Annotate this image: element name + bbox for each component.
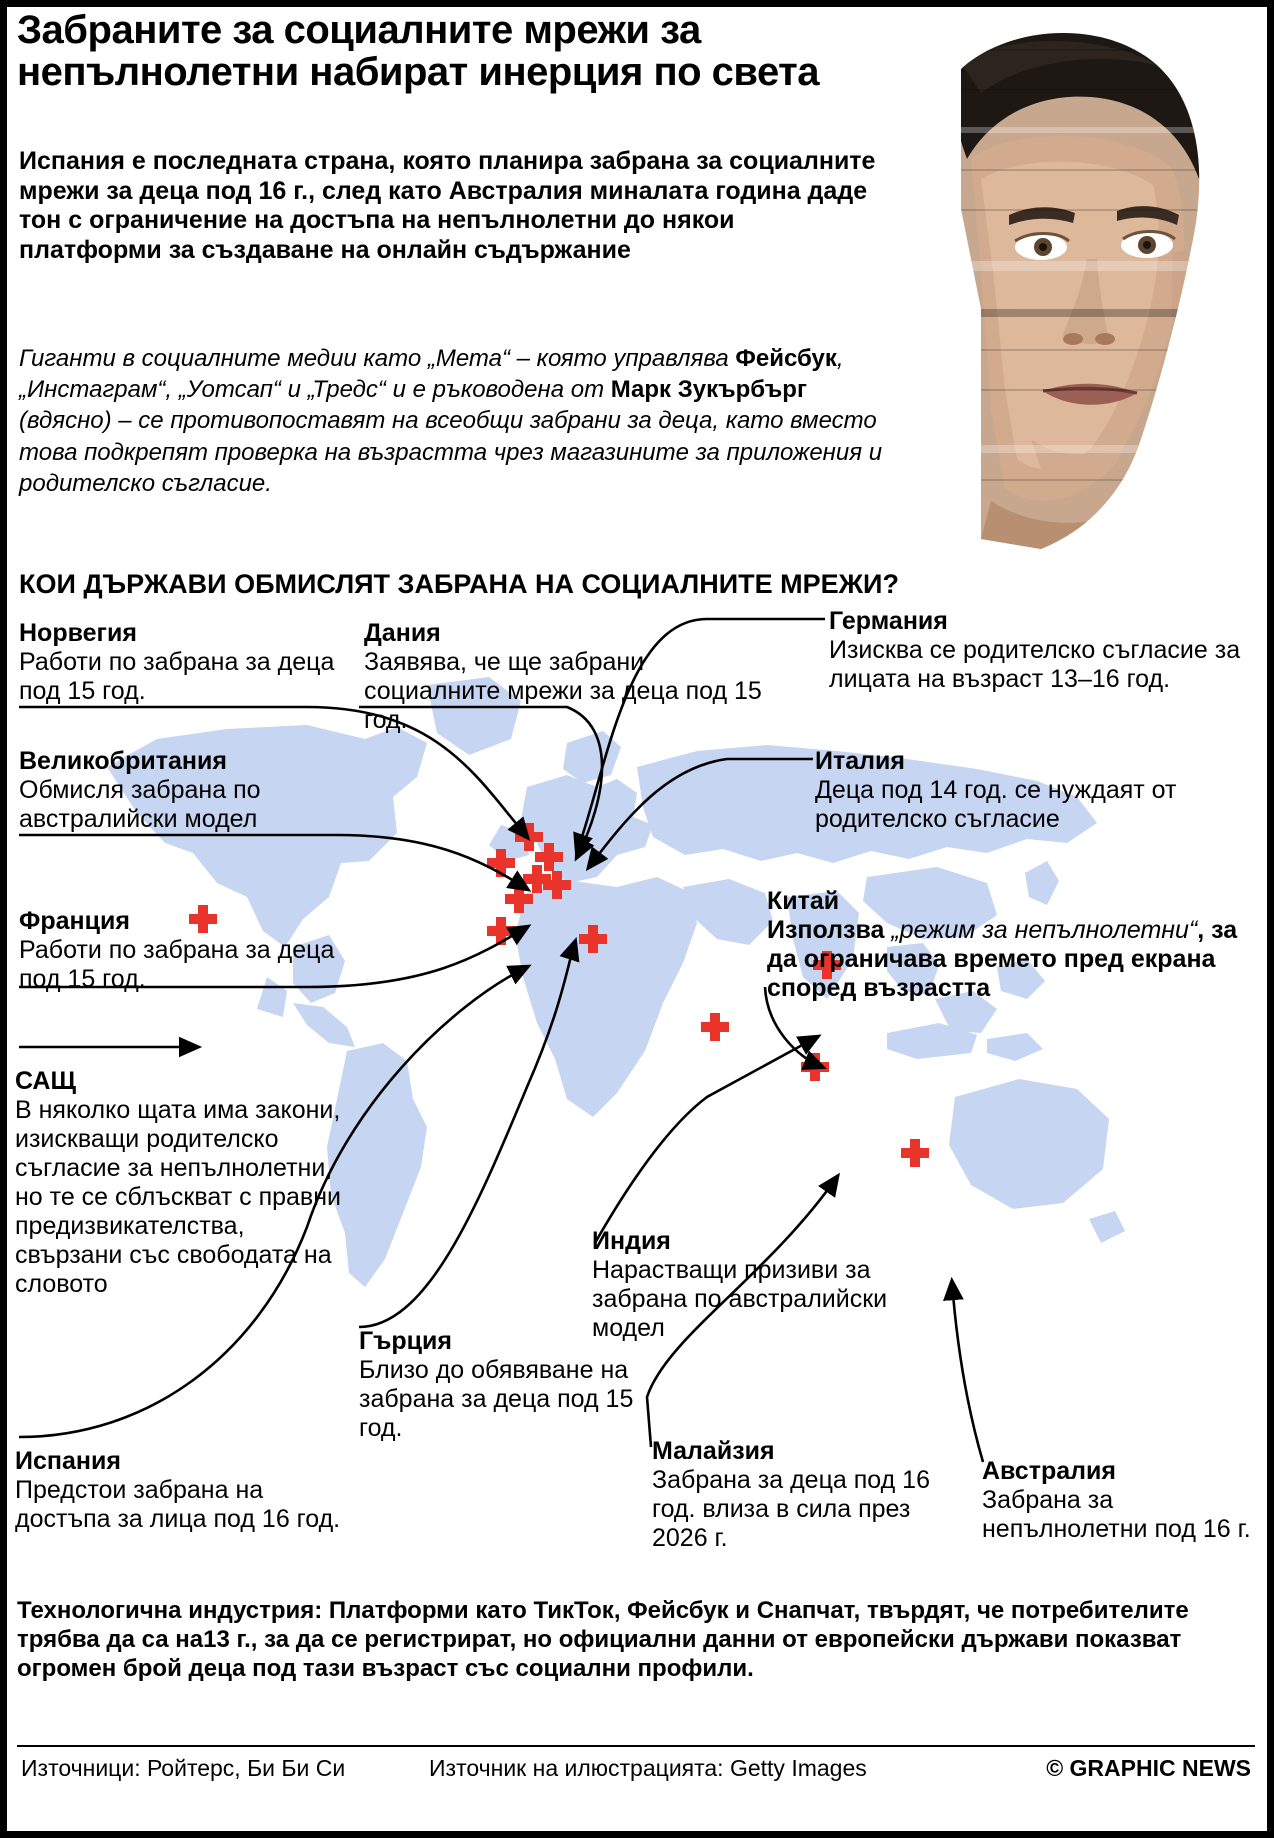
callout-germany <box>829 607 1259 694</box>
callout-uk <box>19 747 379 834</box>
page-title: Забраните за социалните мрежи за непълнолетни набират инерция по света <box>17 8 820 94</box>
callout-france <box>19 907 349 994</box>
callout-uk-body: Обмисля забрана по австралийски модел <box>19 775 261 833</box>
callout-spain <box>15 1447 365 1534</box>
callout-china-title: Китай <box>767 887 840 915</box>
callout-australia-title: Австралия <box>982 1457 1116 1485</box>
intro-bold-zuckerberg: Марк Зукърбърг <box>610 376 807 404</box>
callout-denmark <box>364 619 784 735</box>
callout-india-title: Индия <box>592 1227 671 1255</box>
intro-part-1: Гиганти в социалните медии като „Мета“ – която управлява <box>19 345 736 372</box>
callout-germany-title: Германия <box>829 607 948 635</box>
callout-india-body: Нарастващи призиви за забрана по австралийски модел <box>592 1255 888 1342</box>
callout-india <box>592 1227 922 1343</box>
callout-spain-body: Предстои забрана на достъпа за лица под 16 год. <box>15 1475 341 1533</box>
graphic-news-credit: © GRAPHIC NEWS <box>1046 1755 1251 1781</box>
portrait-mark-zuckerberg <box>841 9 1261 569</box>
callout-denmark-title: Дания <box>364 619 441 647</box>
footer-divider <box>17 1745 1255 1747</box>
intro-bold-facebook: Фейсбук <box>735 345 837 372</box>
callout-usa-body: В няколко щата има закони, изискващи родителско съгласие за непълнолетни, но те се сблъскват с правни предизвикателства, свързани със свободата на словото <box>15 1095 341 1298</box>
standfirst-text: Испания е последната страна, която планира забрана за социалните мрежи за деца под 16 г., след като Австралия миналата година даде тон с ограничение на достъпа на непълнолетни до някои платформи за създаване на онлайн съдържание <box>19 147 876 264</box>
section-title: КОИ ДЪРЖАВИ ОБМИСЛЯТ ЗАБРАНА НА СОЦИАЛНИТЕ МРЕЖИ? <box>19 569 899 599</box>
callout-spain-title: Испания <box>15 1447 121 1475</box>
callout-italy-body: Деца под 14 год. се нуждаят от родителско съгласие <box>815 775 1177 833</box>
callout-norway <box>19 619 349 706</box>
callout-norway-title: Норвегия <box>19 619 137 647</box>
callout-malaysia-title: Малайзия <box>652 1437 775 1465</box>
callout-germany-body: Изисква се родителско съгласие за лицата на възраст 13–16 год. <box>829 635 1241 693</box>
callout-uk-title: Великобритания <box>19 747 227 775</box>
callout-china-tail: , за да ограничава времето пред екрана според възрастта <box>767 915 1238 1002</box>
intro-part-2: , „Инстаграм“, „Уотсап“ и „Тредс“ и е ръководена от <box>19 345 844 404</box>
callout-china-lead: Използва <box>767 915 892 944</box>
infographic-canvas <box>7 7 1267 1831</box>
tech-industry-note: Технологична индустрия: Платформи като ТикТок, Фейсбук и Снапчат, твърдят, че потребителите трябва да са на13 г., за да се регистрират, но официални данни от европейски държави показват огромен брой деца под тази възраст със социални профили. <box>17 1597 1189 1682</box>
source-reuters: Източници: Ройтерс, Би Би Си <box>21 1755 346 1781</box>
callout-china <box>767 887 1267 1003</box>
source-illustration: Източник на илюстрацията: Getty Images <box>429 1755 867 1781</box>
callout-malaysia-body: Забрана за деца под 16 год. влиза в сила през 2026 г. <box>652 1465 930 1552</box>
callout-italy-title: Италия <box>815 747 905 775</box>
callout-greece <box>359 1327 639 1443</box>
callout-usa <box>15 1067 345 1299</box>
callout-italy <box>815 747 1265 834</box>
callout-australia <box>982 1457 1272 1544</box>
callout-greece-body: Близо до обявяване на забрана за деца под 15 год. <box>359 1355 634 1442</box>
callout-france-body: Работи по забрана за деца под 15 год. <box>19 935 335 993</box>
callout-france-title: Франция <box>19 907 130 935</box>
callout-china-italic: „режим за непълнолетни“ <box>891 915 1198 944</box>
callout-usa-title: САЩ <box>15 1067 76 1095</box>
callout-malaysia <box>652 1437 972 1553</box>
callout-norway-body: Работи по забрана за деца под 15 год. <box>19 647 335 705</box>
intro-part-3: (вдясно) – се противопоставят на всеобщи забрани за деца, като вместо това подкрепят проверка на възрастта чрез магазините за приложения и родителско съгласие. <box>19 407 883 497</box>
callout-china-body <box>767 916 1267 1003</box>
callout-denmark-body: Заявява, че ще забрани социалните мрежи за деца под 15 год. <box>364 647 762 734</box>
callout-greece-title: Гърция <box>359 1327 452 1355</box>
callout-australia-body: Забрана за непълнолетни под 16 г. <box>982 1485 1251 1543</box>
intro-paragraph <box>19 343 899 499</box>
